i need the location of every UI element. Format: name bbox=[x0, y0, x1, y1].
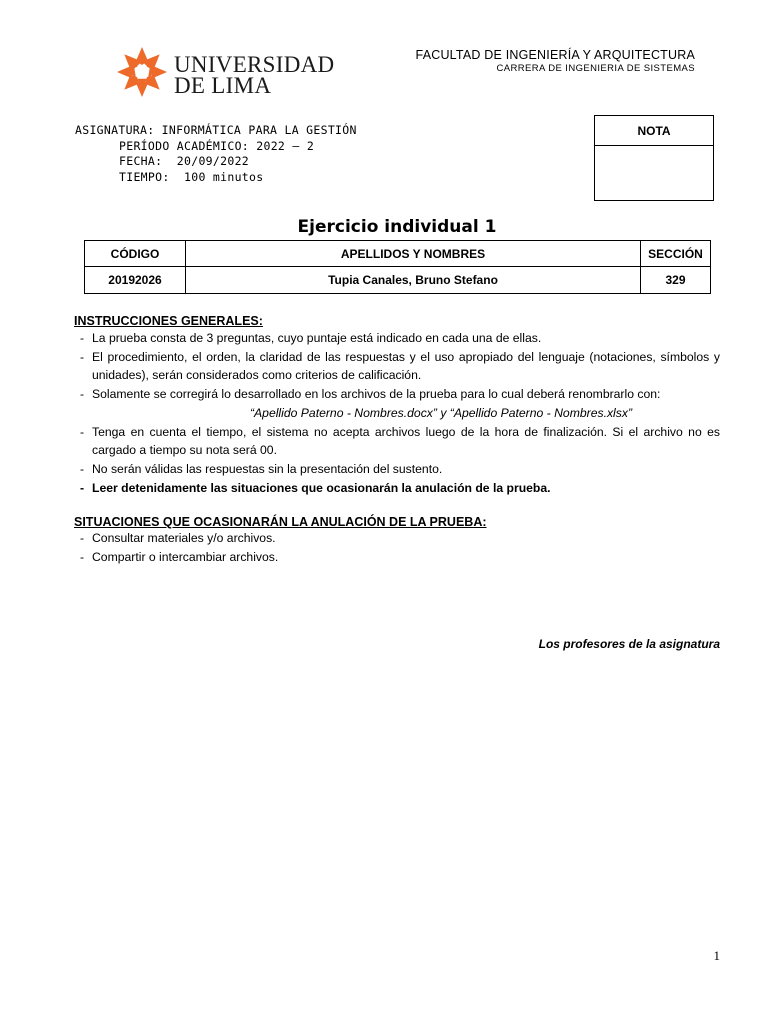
list-item: - Consultar materiales y/o archivos. bbox=[80, 531, 276, 545]
grade-box bbox=[594, 115, 714, 201]
annulment-heading: SITUACIONES QUE OCASIONARÁN LA ANULACIÓN DE LA PRUEBA: bbox=[74, 515, 487, 529]
table-header-row bbox=[85, 241, 711, 267]
student-name: Tupia Canales, Bruno Stefano bbox=[186, 267, 641, 294]
exam-time: TIEMPO: 100 minutos bbox=[119, 169, 264, 184]
list-item-text: No serán válidas las respuestas sin la presentación del sustento. bbox=[92, 461, 443, 476]
star-logo-icon bbox=[116, 46, 168, 98]
page-title bbox=[0, 217, 768, 237]
list-item: - El procedimiento, el orden, la claridad de las respuestas y el uso apropiado del lenguaje (notaciones, símbolos y unidades), serán considerados como criterios de calificación. bbox=[80, 349, 720, 383]
list-item: - No serán válidas las respuestas sin la presentación del sustento. bbox=[80, 461, 443, 476]
list-item-text: Leer detenidamente las situaciones que ocasionarán la anulación de la prueba. bbox=[92, 480, 551, 495]
course-name: ASIGNATURA: INFORMÁTICA PARA LA GESTIÓN bbox=[75, 123, 357, 137]
annulment-list bbox=[74, 529, 720, 566]
faculty-block bbox=[416, 48, 695, 74]
list-item-text: El procedimiento, el orden, la claridad de las respuestas y el uso apropiado del lenguaje (notaciones, símbolos y unidades), serán considerados como criterios de calificación. bbox=[92, 349, 720, 383]
list-item-text: La prueba consta de 3 preguntas, cuyo puntaje está indicado en cada una de ellas. bbox=[92, 331, 542, 345]
list-item: - Tenga en cuenta el tiempo, el sistema no acepta archivos luego de la hora de finalización. Si el archivo no es cargado a tiempo su nota será 00. bbox=[80, 424, 720, 458]
academic-period: PERÍODO ACADÉMICO: 2022 – 2 bbox=[119, 138, 315, 153]
logo-text-line1: UNIVERSIDAD bbox=[174, 52, 335, 77]
faculty-name: FACULTAD DE INGENIERÍA Y ARQUITECTURA bbox=[415, 48, 695, 62]
instructions-heading: INSTRUCCIONES GENERALES: bbox=[74, 314, 263, 328]
header-code: CÓDIGO bbox=[85, 241, 186, 267]
signature: Los profesores de la asignatura bbox=[538, 637, 720, 651]
list-item-text: Solamente se corregirá lo desarrollado en los archivos de la prueba para lo cual deberá renombrarlo con: bbox=[92, 387, 661, 402]
list-item: - La prueba consta de 3 preguntas, cuyo puntaje está indicado en cada una de ellas. bbox=[80, 331, 542, 345]
grade-label: NOTA bbox=[595, 116, 713, 146]
exam-date: FECHA: 20/09/2022 bbox=[119, 154, 250, 168]
instructions-list bbox=[74, 329, 720, 497]
list-item-text: Compartir o intercambiar archivos. bbox=[92, 549, 279, 564]
header-name: APELLIDOS Y NOMBRES bbox=[186, 241, 641, 267]
list-item-text: Tenga en cuenta el tiempo, el sistema no acepta archivos luego de la hora de finalización. Si el archivo no es cargado a tiempo su nota será 00. bbox=[92, 424, 720, 458]
page-number: 1 bbox=[713, 948, 720, 963]
student-table bbox=[84, 240, 711, 294]
logo-text-line2: DE LIMA bbox=[174, 73, 272, 98]
career-name: CARRERA DE INGENIERIA DE SISTEMAS bbox=[496, 63, 695, 74]
list-item-text: Consultar materiales y/o archivos. bbox=[92, 531, 276, 545]
student-section: 329 bbox=[641, 267, 711, 294]
page-title-text: Ejercicio individual 1 bbox=[297, 217, 497, 237]
header-section: SECCIÓN bbox=[641, 241, 711, 267]
file-name-format: “Apellido Paterno - Nombres.docx” y “Apellido Paterno - Nombres.xlsx” bbox=[249, 405, 633, 420]
list-item: - Leer detenidamente las situaciones que ocasionarán la anulación de la prueba. bbox=[80, 480, 551, 495]
university-logo bbox=[108, 38, 335, 108]
list-item: - Solamente se corregirá lo desarrollado en los archivos de la prueba para lo cual deberá renombrarlo con: bbox=[80, 387, 661, 402]
list-item: - Compartir o intercambiar archivos. bbox=[80, 549, 279, 564]
course-meta bbox=[75, 123, 357, 185]
table-row bbox=[85, 267, 711, 294]
student-code: 20192026 bbox=[85, 267, 186, 294]
